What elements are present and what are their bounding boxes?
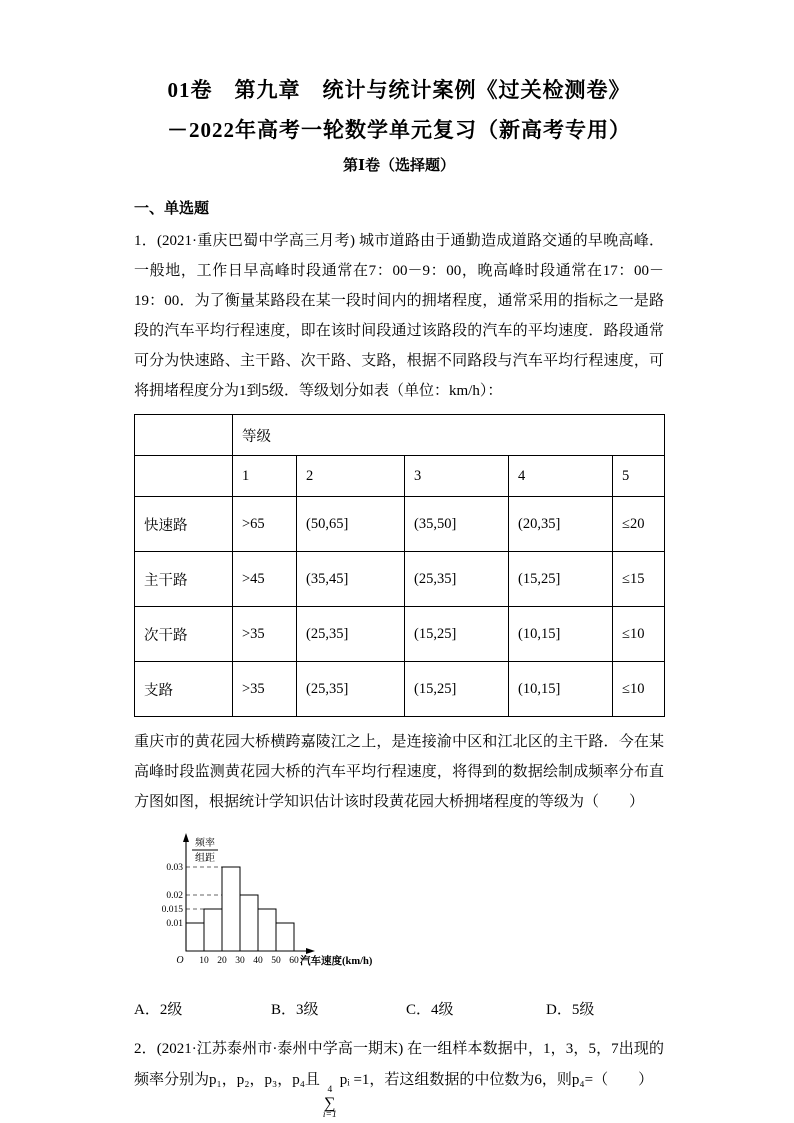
cell: ≤20 (613, 497, 665, 552)
cell: (10,15] (509, 662, 613, 717)
option-b: B．3级 (271, 1002, 319, 1018)
option-d: D．5级 (546, 1002, 595, 1018)
cell: >45 (233, 552, 297, 607)
option-a: A．2级 (134, 1002, 183, 1018)
svg-text:10: 10 (199, 956, 209, 966)
level-1-header: 1 (233, 456, 297, 497)
part-heading: 一、单选题 (134, 201, 210, 217)
level-5-header: 5 (613, 456, 665, 497)
level-3-header: 3 (405, 456, 509, 497)
question-1-text-2: 重庆市的黄花园大桥横跨嘉陵江之上，是连接渝中区和江北区的主干路．今在某高峰时段监测黄花园大桥的汽车平均行程速度，将得到的数据绘制成频率分布直方图如图，根据统计学知识估计该时段黄花园大桥拥堵程度的等级为（ ） (134, 734, 664, 810)
question-2-text (134, 1034, 664, 1120)
table-corner-cell (135, 415, 233, 456)
summation-notation (323, 1086, 337, 1120)
question-2-suffix: pᵢ =1，若这组数据的中位数为6，则p₄=（ ） (339, 1072, 654, 1088)
cell: (10,15] (509, 607, 613, 662)
level-4-header: 4 (509, 456, 613, 497)
summation-lower-limit: i=1 (322, 1109, 337, 1120)
cell: (25,35] (405, 552, 509, 607)
table-header-grade: 等级 (233, 415, 665, 456)
cell: >35 (233, 662, 297, 717)
svg-text:0.02: 0.02 (166, 891, 183, 901)
cell: >35 (233, 607, 297, 662)
table-row-express-road (135, 497, 665, 552)
table-row-secondary-road (135, 607, 665, 662)
svg-text:0.01: 0.01 (166, 919, 183, 929)
svg-text:汽车速度(km/h): 汽车速度(km/h) (300, 956, 373, 967)
option-c: C．4级 (406, 1002, 454, 1018)
svg-text:组距: 组距 (195, 853, 215, 864)
section-title: 第Ⅰ卷（选择题） (342, 158, 456, 174)
svg-text:频率: 频率 (195, 838, 215, 849)
cell: (35,45] (297, 552, 405, 607)
cell: ≤10 (613, 607, 665, 662)
road-name: 支路 (135, 662, 233, 717)
cell: ≤15 (613, 552, 665, 607)
summation-upper-limit: 4 (327, 1085, 333, 1095)
table-header-row-1 (135, 415, 665, 456)
svg-text:40: 40 (253, 956, 263, 966)
cell: (20,35] (509, 497, 613, 552)
question-2-prefix: 2．(2021·江苏泰州市·泰州中学高一期末) 在一组样本数据中，1，3，5，7出现的频率分别为p₁，p₂，p₃，p₄且 (134, 1041, 664, 1088)
frequency-histogram (136, 823, 664, 988)
svg-text:0.03: 0.03 (166, 863, 183, 873)
table-row-main-road (135, 552, 665, 607)
table-header-row-2 (135, 456, 665, 497)
level-2-header: 2 (297, 456, 405, 497)
document-title-line2: －2022年高考一轮数学单元复习（新高考专用） (167, 118, 631, 142)
cell: ≤10 (613, 662, 665, 717)
svg-text:20: 20 (217, 956, 227, 966)
cell: (15,25] (405, 662, 509, 717)
table-corner-cell-2 (135, 456, 233, 497)
question-1-text: 1．(2021·重庆巴蜀中学高三月考) 城市道路由于通勤造成道路交通的早晚高峰．一般地，工作日早高峰时段通常在7：00－9：00，晚高峰时段通常在17：00－19：00．为了衡量某路段在某一段时间内的拥堵程度，通常采用的指标之一是路段的汽车平均行程速度，即在该时间段通过该路段的汽车的平均速度．路段通常可分为快速路、主干路、次干路、支路，根据不同路段与汽车平均行程速度，可将拥堵程度分为1到5级．等级划分如表（单位：km/h）： (134, 233, 664, 399)
cell: (15,25] (509, 552, 613, 607)
svg-text:0.015: 0.015 (161, 905, 183, 915)
cell: (15,25] (405, 607, 509, 662)
summation-sigma-symbol: ∑ (324, 1094, 336, 1112)
road-name: 主干路 (135, 552, 233, 607)
svg-text:30: 30 (235, 956, 245, 966)
svg-text:50: 50 (271, 956, 281, 966)
svg-text:60: 60 (289, 956, 299, 966)
cell: (35,50] (405, 497, 509, 552)
document-title-line1: 01卷 第九章 统计与统计案例《过关检测卷》 (167, 78, 631, 102)
road-name: 快速路 (135, 497, 233, 552)
cell: >65 (233, 497, 297, 552)
answer-options-row (134, 994, 664, 1026)
table-row-branch-road (135, 662, 665, 717)
cell: (25,35] (297, 662, 405, 717)
cell: (50,65] (297, 497, 405, 552)
cell: (25,35] (297, 607, 405, 662)
svg-text:O: O (176, 955, 184, 966)
congestion-level-table (134, 414, 665, 717)
road-name: 次干路 (135, 607, 233, 662)
frequency-histogram-svg (136, 823, 416, 983)
